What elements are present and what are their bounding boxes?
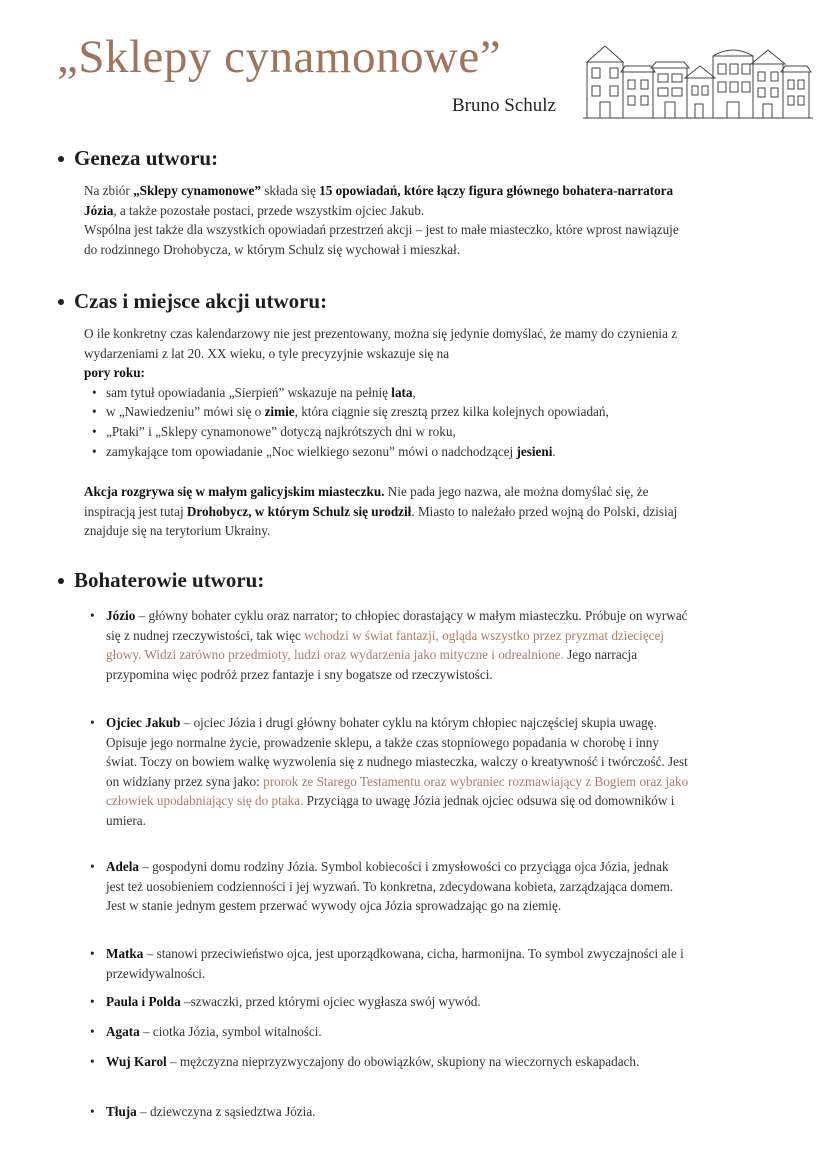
text-run: Na zbiór <box>84 183 134 198</box>
text-run: , a także pozostałe postaci, przede wszystkim ojciec Jakub. <box>113 202 425 218</box>
bullet-icon <box>58 156 64 162</box>
text-line: Wspólna jest także dla wszystkich opowiadań przestrzeń akcji – jest to małe miasteczko, które wprost nawiązuje do rodzinnego Drohobycza, w którym Schulz się wychował i mieszkał. <box>84 222 679 257</box>
section-czas <box>58 289 327 314</box>
miejsce-paragraph <box>84 482 684 541</box>
character-matka: • Matka – stanowi przeciwieństwo ojca, jest uporządkowana, cicha, harmonijna. To symbol zwyczajności ale i przewidywalności. <box>90 946 684 981</box>
text-run: składa się <box>260 183 320 198</box>
list-item: • „Ptaki” i „Sklepy cynamonowe” dotyczą najkrótszych dni w roku, <box>84 422 684 442</box>
czas-paragraph <box>84 324 684 461</box>
section-bohaterowie <box>58 568 264 593</box>
character-jakub: • Ojciec Jakub – ojciec Józia i drugi główny bohater cyklu na którym chłopiec najczęściej skupia uwagę. Opisuje jego normalne życie, prowadzenie sklepu, a także czas stopniowego popadania w chorobę i inny świat. Toczy on bowiem walkę wyzwolenia się z nudnego miasteczka, walczy o kreatywność i twórczość. Jest on widziany przez syna jako: prorok ze Starego Testamentu oraz wybraniec rozmawiający z Bogiem oraz jako człowiek upodabniający się do ptaka. Przyciąga to uwagę Józia jednak ojciec odsuwa się od domowników i umiera. <box>90 715 689 828</box>
section-heading-text: Bohaterowie utworu: <box>74 568 265 592</box>
townhouses-illustration <box>583 42 813 122</box>
character-paula-polda: • Paula i Polda –szwaczki, przed którymi ojciec wygłasza swój wywód. <box>90 994 481 1009</box>
page-title: „Sklepy cynamonowe” <box>57 31 502 83</box>
seasons-list <box>84 383 684 461</box>
section-heading <box>58 289 327 314</box>
bullet-icon <box>58 578 64 584</box>
list-item: • zamykające tom opowiadanie „Noc wielkiego sezonu” mówi o nadchodzącej jesieni. <box>84 442 684 462</box>
author-name: Bruno Schulz <box>452 95 556 116</box>
list-item: • w „Nawiedzeniu” mówi się o zimie, która ciągnie się zresztą przez kilka kolejnych opowiadań, <box>84 402 684 422</box>
bold-run: „Sklepy cynamonowe” <box>133 183 261 198</box>
bold-run: Akcja rozgrywa się w małym galicyjskim miasteczku. <box>84 484 385 499</box>
section-heading <box>58 146 218 171</box>
bold-run: pory roku: <box>84 365 145 381</box>
bold-run: 15 opowiadań, które łączy figura głównego bohatera-narratora Józia <box>84 183 674 218</box>
character-agata: • Agata – ciotka Józia, symbol witalności. <box>90 1024 322 1039</box>
bold-run: Drohobycz, w którym Schulz się urodził <box>186 503 412 519</box>
section-heading-text: Czas i miejsce akcji utworu: <box>74 289 328 313</box>
list-item: • sam tytuł opowiadania „Sierpień” wskazuje na pełnię lata, <box>84 383 684 403</box>
character-adela: • Adela – gospodyni domu rodziny Józia. Symbol kobiecości i zmysłowości co przyciąga ojca Józia, jednak jest też uosobieniem codzienności i jej wyzwań. To konkretna, zdecydowana kobieta, zarządzająca domem. Jest w stanie jednym gestem przerwać wywody ojca Józia sprowadzając go na ziemię. <box>90 859 674 914</box>
bullet-icon <box>58 299 64 305</box>
text-run: . Miasto to należało przed wojną do Polski, dzisiaj znajduje się na terytorium Ukrainy. <box>84 503 678 539</box>
section-heading <box>58 568 264 593</box>
character-jozio: • Józio – główny bohater cyklu oraz narrator; to chłopiec dorastający w małym miasteczku. Próbuje on wyrwać się z nudnej rzeczywistości, tak więc wchodzi w świat fantazji, ogląda wszystko przez pryzmat dziecięcej głowy. Widzi zarówno przedmioty, ludzi oraz wydarzenia jako mityczne i odrealnione. Jego narracja przypomina więc podróż przez fantazje i sny bogatsze od rzeczywistości. <box>90 608 688 682</box>
section-heading-text: Geneza utworu: <box>74 146 219 170</box>
geneza-paragraph <box>84 181 684 259</box>
character-karol: • Wuj Karol – mężczyzna nieprzyzwyczajony do obowiązków, skupiony na wieczornych eskapadach. <box>90 1054 640 1069</box>
section-geneza <box>58 146 218 171</box>
text-run: Nie pada jego nazwa, ale można domyślać się, że inspiracją jest tutaj <box>84 484 649 519</box>
character-tluja: • Tłuja – dziewczyna z sąsiedztwa Józia. <box>90 1104 316 1119</box>
text-run: O ile konkretny czas kalendarzowy nie jest prezentowany, można się jedynie domyślać, że mamy do czynienia z wydarzeniami z lat 20. XX wieku, o tyle precyzyjnie wskazuje się na <box>84 326 678 361</box>
